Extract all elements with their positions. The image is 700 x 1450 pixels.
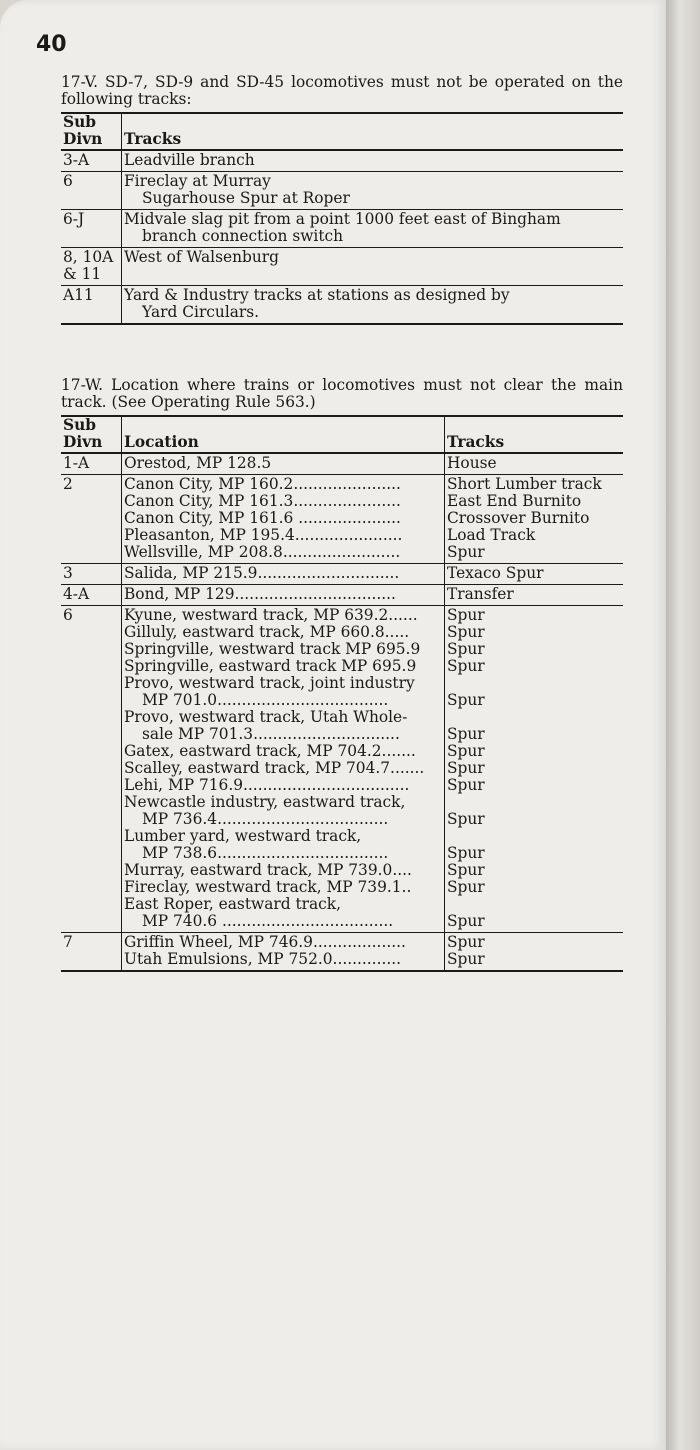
- track-text: Spur: [447, 543, 485, 561]
- sub-divn-cell: [61, 172, 122, 210]
- track-text: Fireclay at Murray: [124, 172, 271, 190]
- track-text: Transfer: [447, 585, 514, 603]
- table-row: [61, 453, 623, 475]
- location-text: Murray, eastward track, MP 739.0....: [124, 862, 412, 879]
- sub-divn-cell: 7: [61, 933, 122, 972]
- table-row: [61, 172, 623, 210]
- tracks-cell: [122, 172, 624, 210]
- page-number: 40: [36, 32, 67, 57]
- location-text: MP 701.0...................................: [142, 692, 389, 709]
- location-text: sale MP 701.3..............................: [142, 726, 400, 743]
- location-text: East Roper, eastward track,: [124, 896, 342, 913]
- location-text: Canon City, MP 161.6 .....................: [124, 510, 401, 527]
- track-text: Spur: [447, 606, 485, 624]
- sub-divn-cell: [61, 210, 122, 248]
- section-17-v: [61, 74, 623, 325]
- tracks-cell: [445, 453, 624, 475]
- sub-divn-cell: 1-A: [61, 453, 122, 475]
- section-17-v-heading: 17-V. SD-7, SD-9 and SD-45 locomotives must not be operated on the following tracks:: [61, 73, 623, 108]
- location-text: Scalley, eastward track, MP 704.7.......: [124, 760, 425, 777]
- location-cell: [122, 453, 445, 475]
- track-text: Yard Circulars.: [142, 303, 260, 321]
- track-text: Spur: [447, 725, 485, 743]
- table-17-w: [61, 415, 623, 972]
- track-text: Short Lumber track: [447, 475, 602, 493]
- track-text: Spur: [447, 776, 485, 794]
- track-text: Spur: [447, 640, 485, 658]
- location-text: Fireclay, westward track, MP 739.1..: [124, 879, 412, 896]
- location-text: Wellsville, MP 208.8........................: [124, 544, 401, 561]
- location-text: MP 738.6...................................: [142, 845, 389, 862]
- track-text: Spur: [447, 844, 485, 862]
- table-row: [61, 248, 623, 286]
- table-row: [61, 475, 623, 564]
- header-location: Location: [122, 416, 445, 453]
- track-text: Spur: [447, 950, 485, 968]
- location-cell: [122, 606, 445, 933]
- table-row: [61, 933, 623, 972]
- table-row: [61, 606, 623, 933]
- tracks-cell: [445, 475, 624, 564]
- track-text: Spur: [447, 861, 485, 879]
- location-text: Lehi, MP 716.9..................................: [124, 777, 410, 794]
- location-cell: [122, 475, 445, 564]
- sub-divn-text: & 11: [63, 265, 102, 283]
- table-row: [61, 564, 623, 585]
- location-text: Salida, MP 215.9.............................: [124, 565, 400, 582]
- sub-divn-text: A11: [63, 286, 94, 304]
- sub-divn-cell: [61, 286, 122, 325]
- track-text: Spur: [447, 810, 485, 828]
- tracks-cell: [122, 248, 624, 286]
- table-row: [61, 585, 623, 606]
- location-cell: [122, 585, 445, 606]
- sub-divn-cell: [61, 150, 122, 172]
- location-text: Newcastle industry, eastward track,: [124, 794, 406, 811]
- track-text: Crossover Burnito: [447, 509, 590, 527]
- location-text: Lumber yard, westward track,: [124, 828, 362, 845]
- page-edge: [666, 0, 700, 1450]
- track-text: Texaco Spur: [447, 564, 544, 582]
- sub-divn-cell: 2: [61, 475, 122, 564]
- track-text: Spur: [447, 742, 485, 760]
- track-text: West of Walsenburg: [124, 248, 279, 266]
- spacer: [447, 828, 619, 845]
- location-text: MP 740.6 ...................................: [142, 913, 394, 930]
- location-text: Canon City, MP 161.3......................: [124, 493, 401, 510]
- track-text: branch connection switch: [142, 227, 344, 245]
- tracks-cell: [445, 585, 624, 606]
- header-tracks: Tracks: [445, 416, 624, 453]
- track-text: Spur: [447, 691, 485, 709]
- track-text: Midvale slag pit from a point 1000 feet east of Bingham: [124, 210, 561, 228]
- track-text: East End Burnito: [447, 492, 582, 510]
- sub-divn-text: 3-A: [63, 151, 90, 169]
- track-text: House: [447, 454, 497, 472]
- header-sub-divn: Sub Divn: [61, 113, 122, 150]
- sub-divn-text: 6-J: [63, 210, 85, 228]
- section-17-w-heading: 17-W. Location where trains or locomotives must not clear the main track. (See Operating Rule 563.): [61, 376, 623, 411]
- track-text: Sugarhouse Spur at Roper: [142, 189, 350, 207]
- location-text: Pleasanton, MP 195.4......................: [124, 527, 403, 544]
- tracks-cell: [122, 210, 624, 248]
- location-text: Utah Emulsions, MP 752.0..............: [124, 951, 402, 968]
- table-17-v: [61, 112, 623, 325]
- table-row: [61, 150, 623, 172]
- location-text: MP 736.4...................................: [142, 811, 389, 828]
- track-text: Load Track: [447, 526, 536, 544]
- track-text: Spur: [447, 759, 485, 777]
- location-cell: [122, 564, 445, 585]
- tracks-cell: [445, 933, 624, 972]
- sub-divn-cell: 6: [61, 606, 122, 933]
- location-text: Springville, westward track MP 695.9: [124, 641, 421, 658]
- location-text: Gatex, eastward track, MP 704.2.......: [124, 743, 416, 760]
- sub-divn-text: 6: [63, 172, 73, 190]
- location-text: Springville, eastward track MP 695.9: [124, 658, 417, 675]
- table-row: [61, 210, 623, 248]
- tracks-cell: [445, 606, 624, 933]
- sub-divn-cell: 4-A: [61, 585, 122, 606]
- location-text: Kyune, westward track, MP 639.2......: [124, 607, 418, 624]
- table-header-row: [61, 113, 623, 150]
- spacer: [447, 794, 619, 811]
- spacer: [447, 896, 619, 913]
- location-text: Griffin Wheel, MP 746.9...................: [124, 934, 406, 951]
- spacer: [447, 675, 619, 692]
- location-text: Provo, westward track, Utah Whole-: [124, 709, 408, 726]
- sub-divn-text: 8, 10A: [63, 248, 114, 266]
- header-tracks: Tracks: [122, 113, 624, 150]
- location-cell: [122, 933, 445, 972]
- track-text: Spur: [447, 933, 485, 951]
- track-text: Yard & Industry tracks at stations as designed by: [124, 286, 510, 304]
- table-header-row: [61, 416, 623, 453]
- track-text: Leadville branch: [124, 151, 255, 169]
- table-row: [61, 286, 623, 325]
- header-sub-divn: Sub Divn: [61, 416, 122, 453]
- location-text: Orestod, MP 128.5: [124, 455, 272, 472]
- track-text: Spur: [447, 623, 485, 641]
- sub-divn-cell: [61, 248, 122, 286]
- sub-divn-cell: 3: [61, 564, 122, 585]
- track-text: Spur: [447, 912, 485, 930]
- track-text: Spur: [447, 657, 485, 675]
- section-17-w: [61, 377, 623, 972]
- spacer: [447, 709, 619, 726]
- location-text: Canon City, MP 160.2......................: [124, 476, 401, 493]
- location-text: Gilluly, eastward track, MP 660.8.....: [124, 624, 410, 641]
- tracks-cell: [445, 564, 624, 585]
- tracks-cell: [122, 286, 624, 325]
- location-text: Bond, MP 129.................................: [124, 586, 396, 603]
- location-text: Provo, westward track, joint industry: [124, 675, 415, 692]
- track-text: Spur: [447, 878, 485, 896]
- tracks-cell: [122, 150, 624, 172]
